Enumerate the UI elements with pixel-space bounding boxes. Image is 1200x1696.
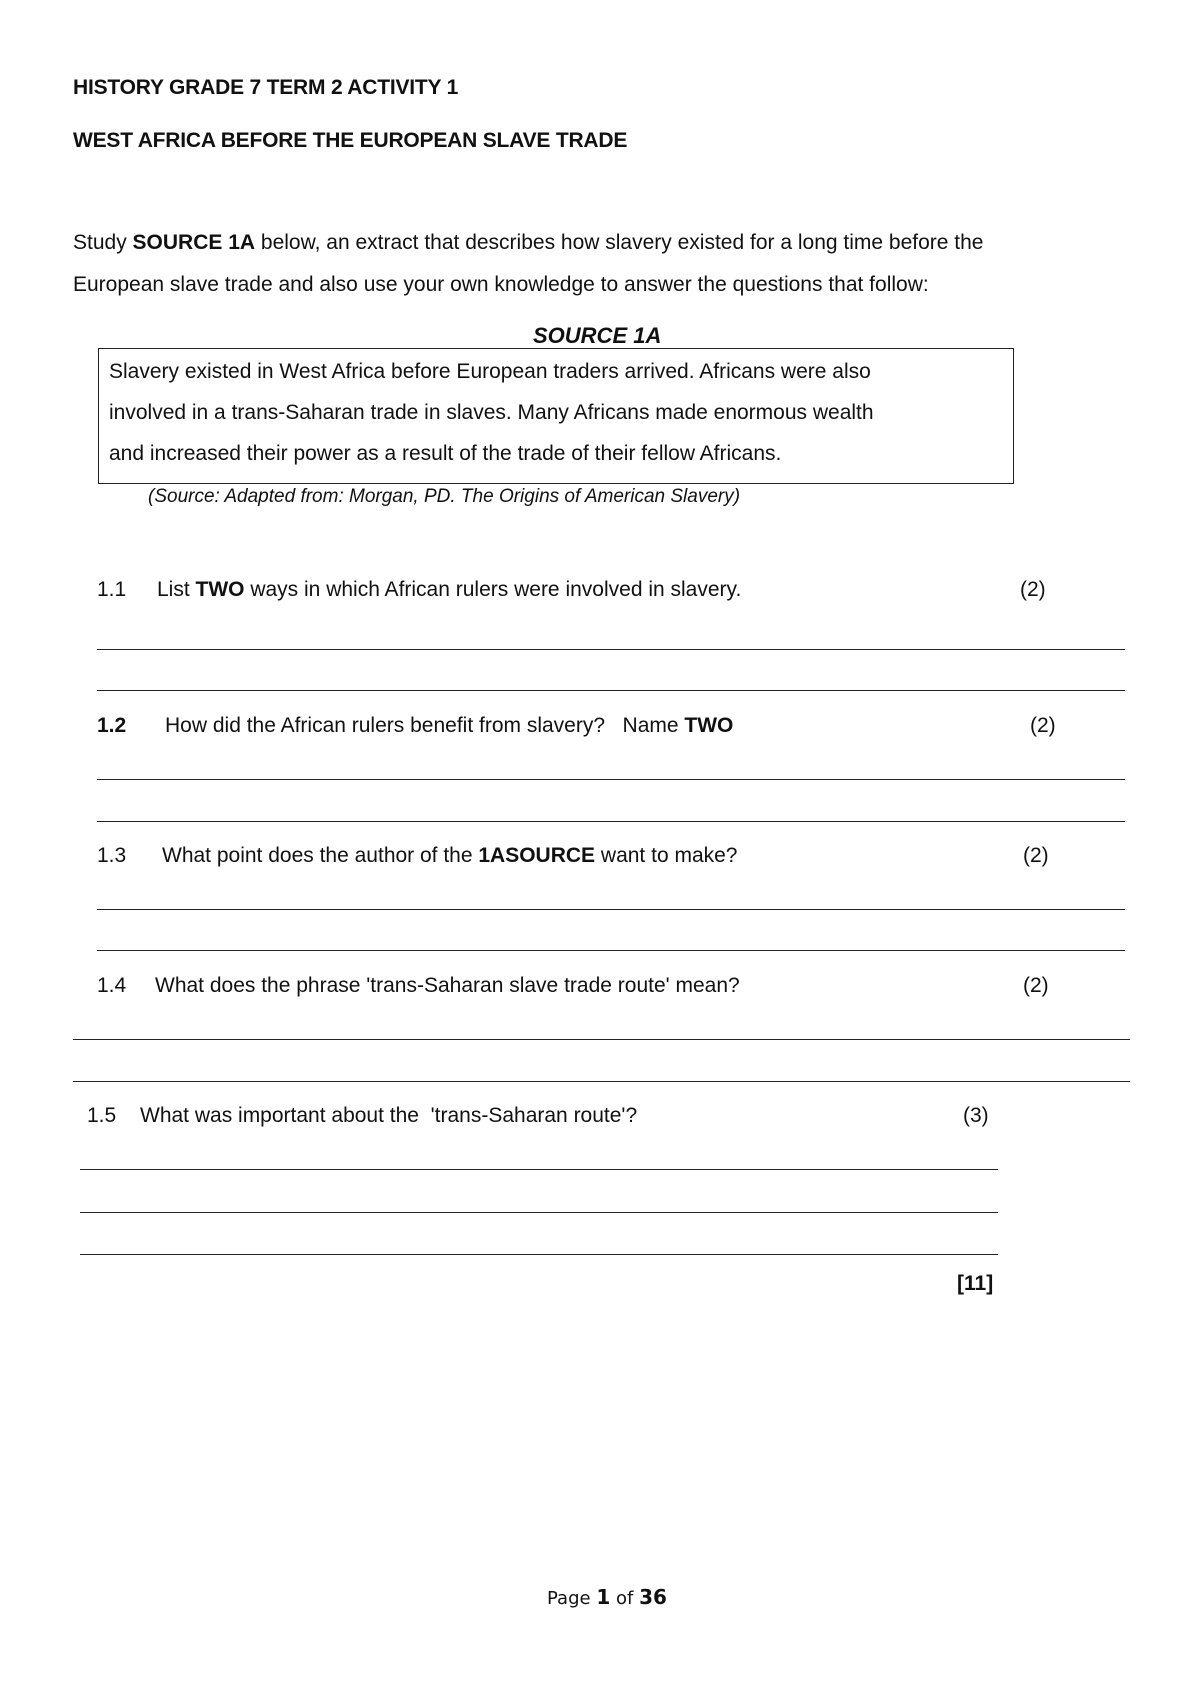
source-extract-box [98,348,1014,484]
activity-title: HISTORY GRADE 7 TERM 2 ACTIVITY 1 [73,76,459,99]
question-1-3 [97,844,737,868]
answer-line[interactable] [97,690,1125,691]
question-number: 1.4 [97,974,127,997]
answer-line[interactable] [97,821,1125,822]
intro-text-line1: below, an extract that describes how slavery existed for a long time before the [255,231,984,254]
intro-text-line2: European slave trade and also use your own knowledge to answer the questions that follow: [73,273,929,296]
source-line: involved in a trans-Saharan trade in slaves. Many Africans made enormous wealth [109,401,874,424]
question-emphasis: 1ASOURCE [478,844,596,867]
question-text: What was important about the 'trans-Saharan route'? [140,1104,638,1127]
answer-line[interactable] [80,1212,998,1213]
footer-page-total: 36 [639,1585,667,1609]
intro-prefix: Study [73,231,133,254]
question-emphasis: TWO [195,578,245,601]
question-text: What does the phrase 'trans-Saharan slave trade route' mean? [155,974,740,997]
answer-line[interactable] [73,1039,1130,1040]
source-title: SOURCE 1A [533,323,662,348]
question-number: 1.2 [97,714,127,737]
source-line: Slavery existed in West Africa before European traders arrived. Africans were also [109,360,871,383]
question-marks: (3) [963,1104,989,1127]
question-marks: (2) [1020,578,1046,601]
answer-line[interactable] [97,909,1125,910]
footer-page-word: Page [547,1588,591,1609]
footer-of-word: of [615,1588,634,1609]
question-text-end: want to make? [595,844,738,867]
topic-title: WEST AFRICA BEFORE THE EUROPEAN SLAVE TRADE [73,129,628,152]
intro-source-ref: SOURCE 1A [132,231,256,254]
question-1-2 [97,714,733,738]
intro-paragraph [73,222,1153,306]
question-text: List [157,578,196,601]
question-1-1 [97,578,741,602]
footer-page-number: 1 [596,1585,611,1609]
answer-line[interactable] [80,1254,998,1255]
question-emphasis: TWO [684,714,734,737]
question-number: 1.5 [87,1104,117,1127]
total-marks: [11] [957,1272,994,1295]
question-marks: (2) [1023,844,1049,867]
question-text-end: ways in which African rulers were involved in slavery. [244,578,742,601]
answer-line[interactable] [97,950,1125,951]
source-line: and increased their power as a result of the trade of their fellow Africans. [109,442,782,465]
question-text: What point does the author of the [162,844,479,867]
question-number: 1.1 [97,578,127,601]
question-1-5 [87,1104,637,1128]
question-text: How did the African rulers benefit from slavery? Name [165,714,685,737]
answer-line[interactable] [97,779,1125,780]
question-marks: (2) [1023,974,1049,997]
source-citation: (Source: Adapted from: Morgan, PD. The Origins of American Slavery) [148,486,741,507]
question-number: 1.3 [97,844,127,867]
answer-line[interactable] [80,1169,998,1170]
page-footer [547,1585,667,1609]
answer-line[interactable] [97,649,1125,650]
question-marks: (2) [1030,714,1056,737]
question-1-4 [97,974,740,998]
answer-line[interactable] [73,1081,1130,1082]
